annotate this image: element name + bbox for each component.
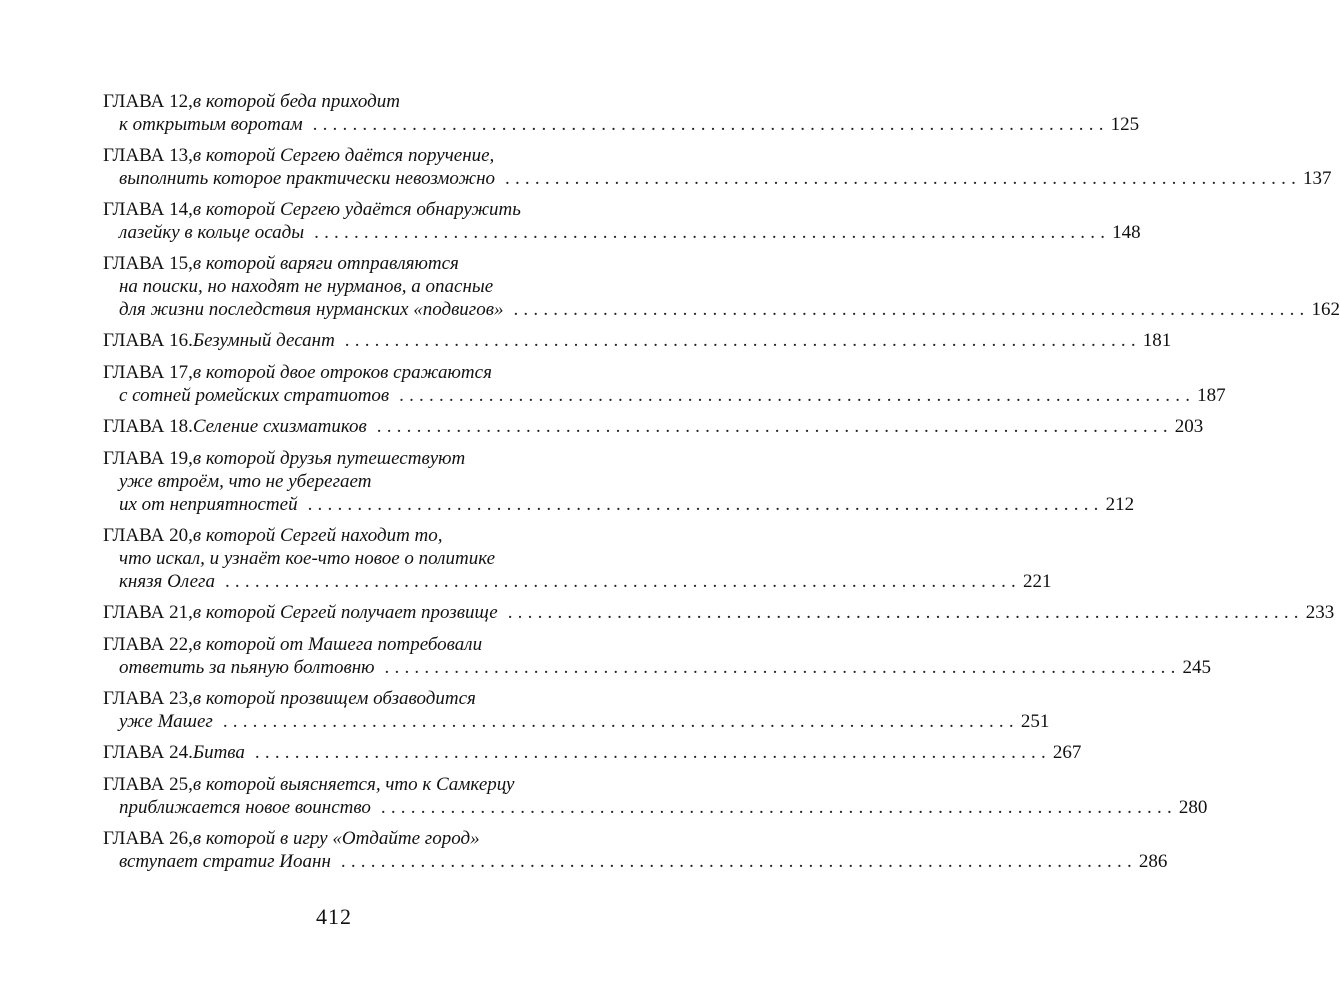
page-ref: 233 [1305,602,1335,623]
toc-first-line [103,361,596,384]
toc-entry [103,773,1208,819]
chapter-title: выполнить которое практически невозможно [119,168,496,189]
leader-dots: ................................................................................ [222,711,1019,732]
chapter-heading: ГЛАВА 15, [103,253,193,274]
table-of-contents [103,90,1340,881]
toc-entry [103,827,1168,873]
chapter-title: Селение схизматиков [192,416,367,437]
leader-dots: ................................................................................ [340,851,1137,872]
leader-dots: ................................................................................ [254,742,1051,763]
toc-entry [103,524,1052,593]
chapter-heading: ГЛАВА 16. [103,330,193,351]
leader-dots: ................................................................................ [513,299,1310,320]
chapter-title: в которой прозвищем обзаводится [192,688,476,709]
toc-first-line [103,741,1082,764]
chapter-title: уже Машег [119,711,213,732]
chapter-title: к открытым воротам [119,114,303,135]
chapter-title: на поиски, но находят не нурманов, а опасные [119,276,494,297]
toc-entry [103,144,1332,190]
chapter-heading: ГЛАВА 26, [103,828,193,849]
chapter-heading: ГЛАВА 18. [103,416,193,437]
chapter-title: для жизни последствия нурманских «подвигов» [119,299,504,320]
page-ref: 137 [1303,168,1332,189]
toc-last-line [103,113,1140,136]
chapter-title: вступает стратиг Иоанн [119,851,331,872]
page-ref: 221 [1022,571,1052,592]
leader-dots: ................................................................................ [384,657,1181,678]
toc-continuation-line [103,275,596,298]
toc-entry [103,741,1082,764]
toc-first-line [103,773,596,796]
chapter-title: ответить за пьяную болтовню [119,657,375,678]
toc-first-line [103,144,596,167]
page-ref: 162 [1311,299,1340,320]
chapter-heading: ГЛАВА 20, [103,525,193,546]
page-ref: 267 [1052,742,1082,763]
chapter-title: с сотней ромейских стратиотов [119,385,390,406]
chapter-heading: ГЛАВА 22, [103,634,193,655]
toc-last-line [103,850,1168,873]
toc-last-line [103,710,1050,733]
chapter-heading: ГЛАВА 21, [103,602,193,623]
toc-continuation-line [103,547,596,570]
toc-entry [103,601,1335,624]
toc-first-line [103,687,596,710]
page-ref: 251 [1020,711,1050,732]
page-ref: 148 [1112,222,1141,243]
chapter-title: в которой выясняется, что к Самкерцу [192,774,515,795]
toc-first-line [103,90,596,113]
page-ref: 125 [1110,114,1140,135]
chapter-title: что искал, и узнаёт кое-что новое о политике [119,548,496,569]
page-ref: 212 [1105,494,1135,515]
toc-entry [103,361,1226,407]
leader-dots: ................................................................................ [376,416,1173,437]
toc-entry [103,447,1135,516]
toc-first-line [103,198,596,221]
toc-entry [103,687,1050,733]
chapter-title: лазейку в кольце осады [119,222,305,243]
page-ref: 181 [1142,330,1172,351]
chapter-heading: ГЛАВА 19, [103,448,193,469]
chapter-title: Безумный десант [192,330,335,351]
chapter-heading: ГЛАВА 14, [103,199,193,220]
toc-last-line [103,493,1135,516]
toc-last-line [103,796,1208,819]
toc-last-line [103,570,1052,593]
chapter-heading: ГЛАВА 25, [103,774,193,795]
toc-entry [103,633,1212,679]
toc-continuation-line [103,470,596,493]
chapter-title: в которой Сергей находит то, [192,525,443,546]
chapter-heading: ГЛАВА 24. [103,742,193,763]
toc-first-line [103,415,1204,438]
toc-first-line [103,252,596,275]
toc-first-line [103,329,1172,352]
chapter-title: в которой варяги отправляются [192,253,459,274]
toc-entry [103,329,1172,352]
chapter-heading: ГЛАВА 13, [103,145,193,166]
leader-dots: ................................................................................ [344,330,1141,351]
leader-dots: ................................................................................ [312,114,1109,135]
page-number: 412 [316,904,352,929]
toc-entry [103,415,1204,438]
chapter-title: в которой Сергей получает прозвище [192,602,498,623]
chapter-title: в которой Сергею удаётся обнаружить [192,199,521,220]
toc-last-line [103,298,1340,321]
toc-entry [103,198,1141,244]
leader-dots: ................................................................................ [307,494,1104,515]
chapter-title: в которой беда приходит [192,91,400,112]
toc-entry [103,90,1140,136]
leader-dots: ................................................................................ [314,222,1111,243]
chapter-title: в которой друзья путешествуют [192,448,466,469]
chapter-title: в которой от Машега потребовали [192,634,483,655]
page-ref: 286 [1138,851,1168,872]
leader-dots: ................................................................................ [505,168,1302,189]
chapter-title: приближается новое воинство [119,797,371,818]
page-ref: 203 [1174,416,1204,437]
page-ref: 245 [1182,657,1212,678]
chapter-title: князя Олега [119,571,215,592]
toc-last-line [103,221,1141,244]
leader-dots: ................................................................................ [224,571,1021,592]
chapter-heading: ГЛАВА 23, [103,688,193,709]
page-ref: 187 [1197,385,1226,406]
chapter-title: в которой в игру «Отдайте город» [192,828,480,849]
chapter-title: в которой Сергею даётся поручение, [192,145,495,166]
chapter-title: в которой двое отроков сражаются [192,362,492,383]
toc-entry [103,252,1340,321]
leader-dots: ................................................................................ [507,602,1304,623]
chapter-heading: ГЛАВА 17, [103,362,193,383]
chapter-title: Битва [192,742,245,763]
leader-dots: ................................................................................ [399,385,1196,406]
toc-first-line [103,524,596,547]
leader-dots: ................................................................................ [380,797,1177,818]
toc-first-line [103,827,596,850]
toc-last-line [103,167,1332,190]
toc-last-line [103,384,1226,407]
toc-first-line [103,633,596,656]
chapter-title: уже втроём, что не уберегает [119,471,372,492]
toc-last-line [103,656,1212,679]
toc-first-line [103,447,596,470]
chapter-heading: ГЛАВА 12, [103,91,193,112]
chapter-title: их от неприятностей [119,494,298,515]
page-ref: 280 [1178,797,1208,818]
toc-first-line [103,601,1335,624]
